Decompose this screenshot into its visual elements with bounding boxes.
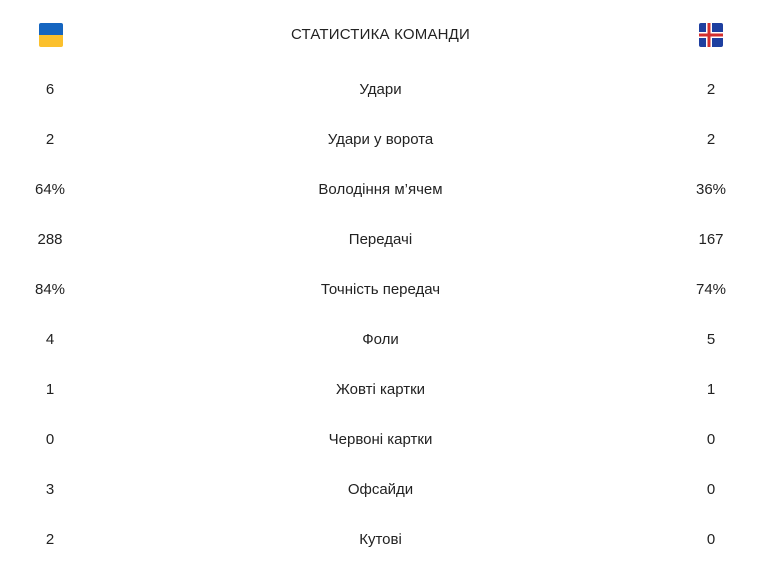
stat-label: Фоли: [362, 331, 399, 348]
stat-row-fouls: [0, 315, 761, 365]
away-value: 1: [706, 381, 716, 398]
home-value: 64%: [34, 181, 66, 198]
away-value: 2: [706, 131, 716, 148]
stat-row-offsides: [0, 465, 761, 515]
stat-row-possession: [0, 165, 761, 215]
stats-title: СТАТИСТИКА КОМАНДИ: [290, 26, 471, 43]
away-value: 5: [706, 331, 716, 348]
away-value: 2: [706, 81, 716, 98]
ukraine-flag-graphic: [39, 23, 63, 47]
away-value: 74%: [695, 281, 727, 298]
home-value: 3: [45, 481, 55, 498]
iceland-flag-graphic: [699, 23, 723, 47]
home-value: 2: [45, 531, 55, 548]
away-value: 0: [706, 431, 716, 448]
stats-rows: [0, 65, 761, 565]
stat-row-pass-accuracy: [0, 265, 761, 315]
stat-label: Жовті картки: [335, 381, 426, 398]
stat-label: Точність передач: [320, 281, 441, 298]
stat-row-shots-on-target: [0, 115, 761, 165]
stat-row-corners: [0, 515, 761, 565]
stat-row-red-cards: [0, 415, 761, 465]
stat-row-yellow-cards: [0, 365, 761, 415]
home-value: 84%: [34, 281, 66, 298]
away-value: 36%: [695, 181, 727, 198]
home-value: 6: [45, 81, 55, 98]
away-value: 0: [706, 531, 716, 548]
stats-header: [0, 10, 761, 60]
stat-label: Володіння м’ячем: [318, 181, 443, 198]
home-value: 288: [37, 231, 63, 248]
home-value: 4: [45, 331, 55, 348]
stat-label: Кутові: [359, 531, 402, 548]
stat-label: Червоні картки: [328, 431, 433, 448]
ukraine-flag-icon: [39, 23, 63, 47]
away-value: 167: [698, 231, 724, 248]
stat-row-passes: [0, 215, 761, 265]
iceland-flag-icon: [699, 23, 723, 47]
away-value: 0: [706, 481, 716, 498]
stat-label: Удари: [359, 81, 402, 98]
home-value: 2: [45, 131, 55, 148]
stat-row-shots: [0, 65, 761, 115]
stat-label: Офсайди: [347, 481, 414, 498]
home-value: 0: [45, 431, 55, 448]
home-value: 1: [45, 381, 55, 398]
stat-label: Удари у ворота: [327, 131, 434, 148]
stat-label: Передачі: [348, 231, 413, 248]
